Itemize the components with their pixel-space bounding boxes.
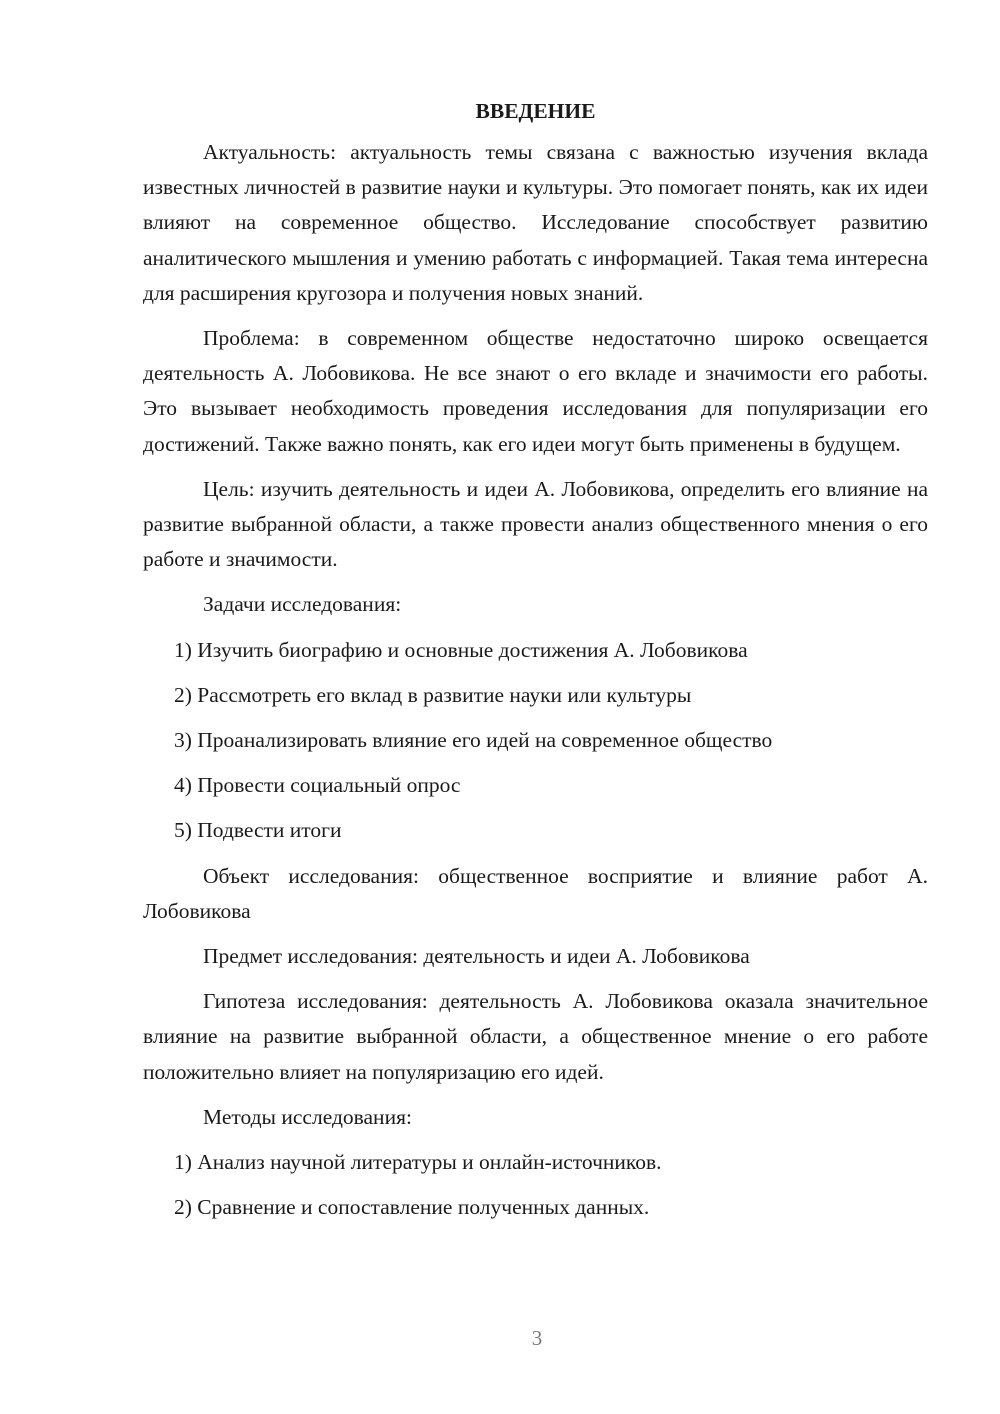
task-item: 3) Проанализировать влияние его идей на современное общество — [174, 728, 773, 753]
method-item: 1) Анализ научной литературы и онлайн-источников. — [174, 1150, 662, 1175]
page-number: 3 — [531, 1326, 543, 1350]
document-page — [143, 98, 928, 1225]
paragraph-relevance: Актуальность: актуальность темы связана с важностью изучения вклада известных личностей в развитие науки и культуры. Это помогает понять, как их идеи влияют на современное общество. Исследование способствует развитию аналитического мышления и умению работать с информацией. Такая тема интересна для расширения кругозора и получения новых знаний. — [143, 140, 928, 305]
task-item: 5) Подвести итоги — [174, 818, 342, 843]
task-item: 2) Рассмотреть его вклад в развитие науки или культуры — [174, 682, 692, 707]
paragraph-object: Объект исследования: общественное восприятие и влияние работ А. Лобовикова — [143, 863, 928, 923]
paragraph-subject: Предмет исследования: деятельность и идеи А. Лобовикова — [203, 944, 750, 969]
task-item: 4) Провести социальный опрос — [174, 773, 461, 798]
page-title: ВВЕДЕНИЕ — [475, 99, 596, 123]
tasks-heading: Задачи исследования: — [203, 592, 402, 617]
paragraph-hypothesis: Гипотеза исследования: деятельность А. Лобовикова оказала значительное влияние на развитие выбранной области, а общественное мнение о его работе положительно влияет на популяризацию его идей. — [143, 989, 928, 1084]
method-item: 2) Сравнение и сопоставление полученных данных. — [174, 1195, 650, 1220]
paragraph-problem: Проблема: в современном обществе недостаточно широко освещается деятельность А. Лобовикова. Не все знают о его вкладе и значимости его работы. Это вызывает необходимость проведения исследования для популяризации его достижений. Также важно понять, как его идеи могут быть применены в будущем. — [143, 326, 928, 456]
task-item: 1) Изучить биографию и основные достижения А. Лобовикова — [174, 637, 748, 662]
methods-heading: Методы исследования: — [203, 1104, 412, 1129]
paragraph-goal: Цель: изучить деятельность и идеи А. Лобовикова, определить его влияние на развитие выбранной области, а также провести анализ общественного мнения о его работе и значимости. — [143, 476, 928, 572]
